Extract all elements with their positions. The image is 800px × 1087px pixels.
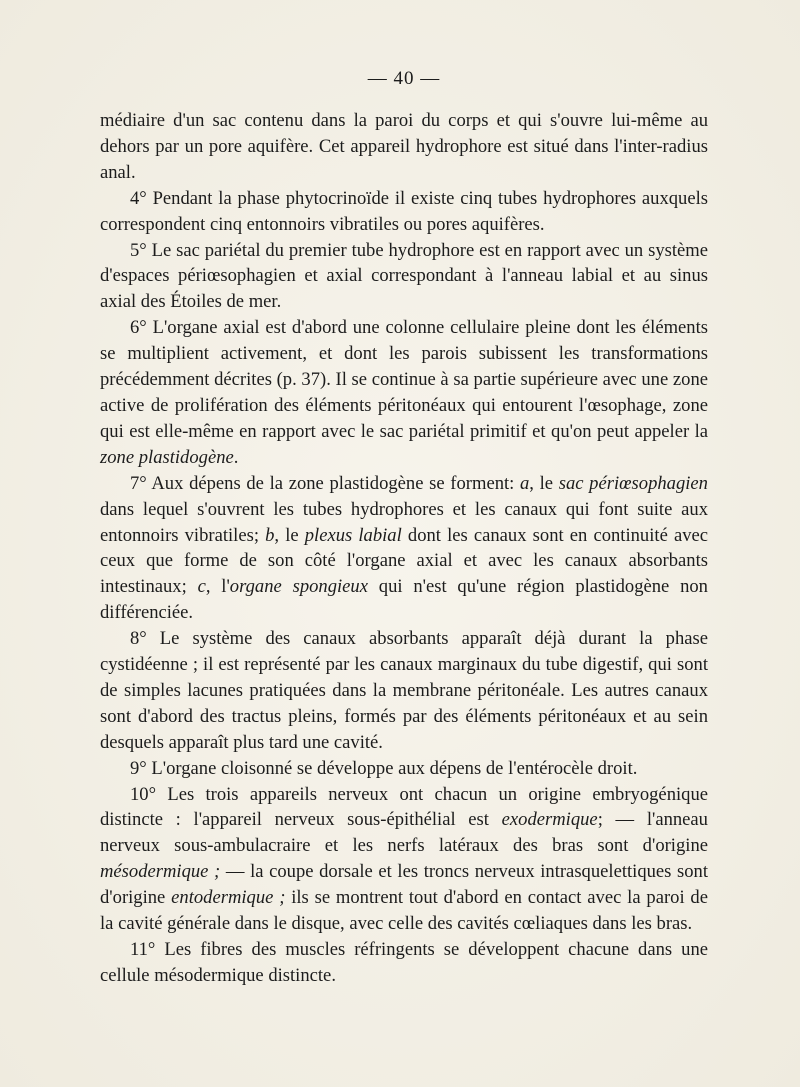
text-run: — la coupe dorsale et les troncs nerveux intrasquelettiques sont d'origine: [100, 861, 709, 909]
italic-letter: c: [197, 576, 206, 598]
text-run: dans lequel s'ouvrent les tubes hydrophores et les canaux qui font suite aux entonnoirs vibratiles;: [100, 498, 708, 546]
italic-term: mésodermique ;: [100, 861, 221, 883]
text-run: 4° Pendant la phase phytocrinoïde il existe cinq tubes hydrophores auxquels correspondent cinq entonnoirs vibratiles ou pores aquifères.: [100, 187, 708, 235]
italic-term: sac périœsophagien: [558, 472, 708, 494]
paragraph-6: [100, 315, 708, 470]
body-text: [100, 108, 708, 989]
italic-term: zone plastidogène: [100, 446, 234, 468]
text-run: ils se montrent tout d'abord en contact avec la paroi de la cavité générale dans le disque, avec celle des cavités cœliaques dans les bras.: [100, 887, 708, 935]
paragraph-4: [100, 186, 708, 238]
text-run: , le: [529, 472, 559, 494]
text-run: 7° Aux dépens de la zone plastidogène se forment:: [130, 472, 520, 494]
text-run: 6° L'organe axial est d'abord une colonne cellulaire pleine dont les éléments se multiplient activement, et dont les parois subissent les transformations précédemment décrites (p. 37). Il se continue à sa partie supérieure avec une zone active de prolifération des éléments péritonéaux qui entourent l'œsophage, zone qui est elle-même en rapport avec le sac pariétal primitif et qu'on peut appeler la: [100, 317, 708, 442]
paragraph-11: [100, 937, 708, 989]
italic-letter: a: [520, 472, 530, 494]
italic-term: entodermique ;: [171, 887, 286, 909]
text-run: , le: [274, 524, 305, 546]
text-run: , l': [205, 576, 230, 598]
text-run: 8° Le système des canaux absorbants apparaît déjà durant la phase cystidéenne ; il est représenté par les canaux marginaux du tube digestif, qui sont de simples lacunes pratiquées dans la membrane péritonéale. Les autres canaux sont d'abord des tractus pleins, formés par des éléments péritonéaux et au sein desquels apparaît plus tard une cavité.: [100, 628, 708, 753]
text-run: qui n'est qu'une région plastidogène non différenciée.: [100, 576, 708, 624]
text-run: médiaire d'un sac contenu dans la paroi du corps et qui s'ouvre lui-même au dehors par un pore aquifère. Cet appareil hydrophore est situé dans l'inter-radius anal.: [100, 110, 708, 183]
italic-letter: b: [265, 524, 275, 546]
text-run: .: [233, 446, 239, 468]
paragraph-5: [100, 238, 708, 316]
text-run: 11° Les fibres des muscles réfringents se développent chacune dans une cellule mésodermique distincte.: [100, 939, 708, 986]
paragraph-8: [100, 626, 708, 756]
page-number: — 40 —: [367, 68, 441, 89]
text-run: 5° Le sac pariétal du premier tube hydrophore est en rapport avec un système d'espaces périœsophagien et axial correspondant à l'anneau labial et au sinus axial des Étoiles de mer.: [100, 239, 708, 313]
text-run: 10° Les trois appareils nerveux ont chacun un origine embryogénique distincte : l'appareil nerveux sous-épithélial est: [100, 783, 708, 831]
paragraph-10: [100, 782, 708, 937]
text-run: ; — l'anneau nerveux sous-ambulacraire et les nerfs latéraux des bras sont d'origine: [100, 809, 708, 857]
text-run: dont les canaux sont en continuité avec ceux que forme de son côté l'organe axial et avec les canaux absorbants intestinaux;: [100, 524, 709, 598]
paragraph-continuation: [100, 108, 708, 186]
paragraph-7: [100, 471, 708, 626]
italic-term: organe spongieux: [229, 576, 368, 598]
italic-term: exodermique: [501, 809, 598, 831]
paragraph-9: [100, 756, 708, 782]
text-run: 9° L'organe cloisonné se développe aux dépens de l'entérocèle droit.: [130, 757, 638, 779]
italic-term: plexus labial: [304, 524, 402, 546]
